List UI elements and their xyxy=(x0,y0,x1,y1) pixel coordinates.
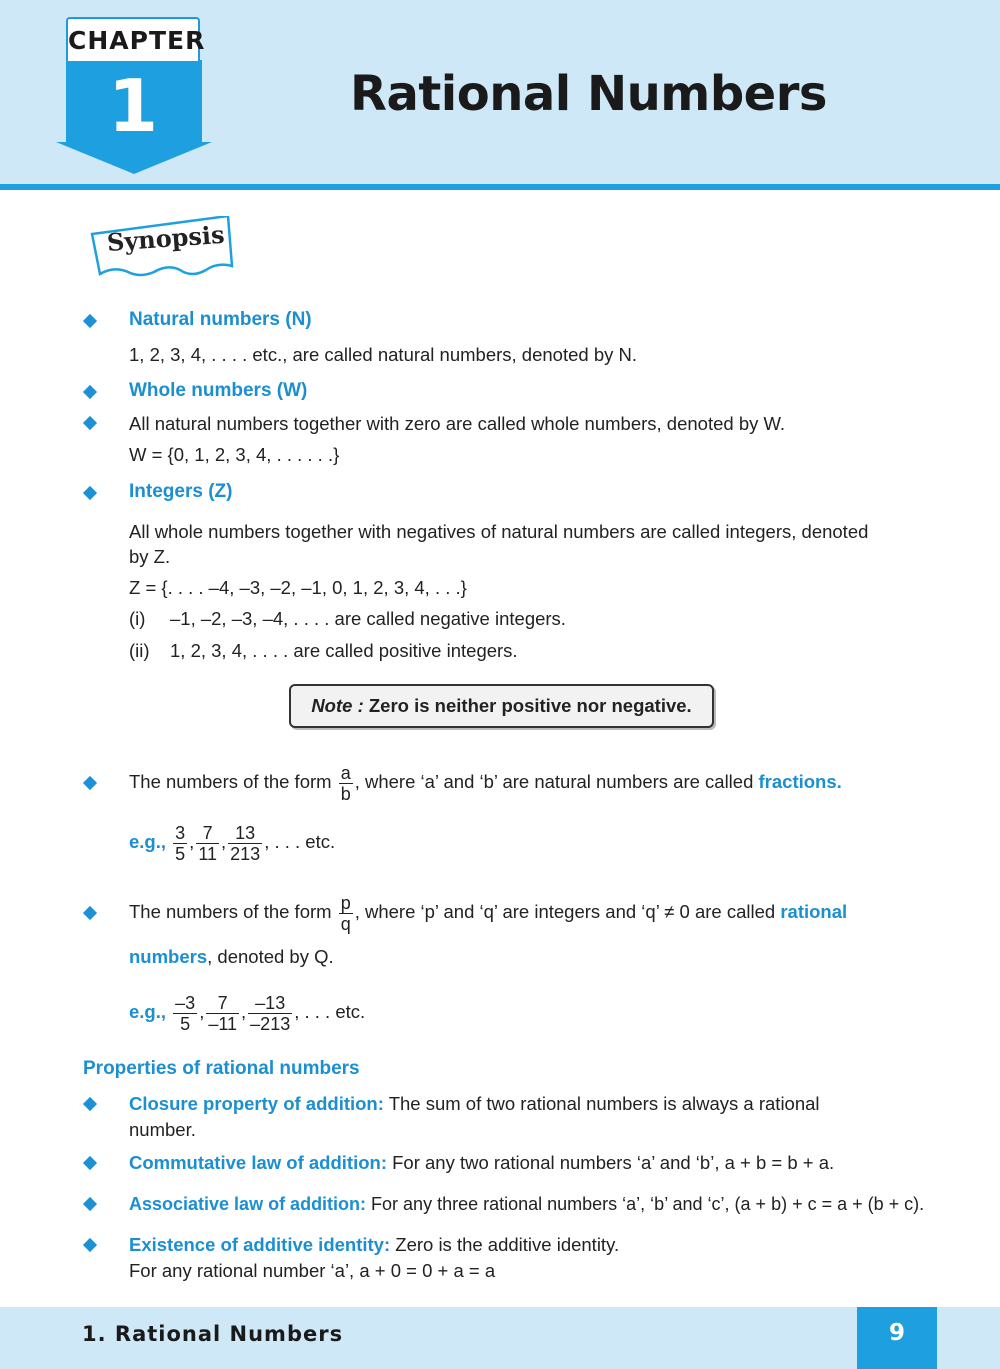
fraction-denominator: q xyxy=(340,913,351,934)
integers-set: Z = {. . . . –4, –3, –2, –1, 0, 1, 2, 3, 4, . . .} xyxy=(129,577,467,598)
rationals-term-continued: numbers xyxy=(129,946,208,967)
rationals-examples: e.g., $\frac{-3}{5}$ , $\frac{7}{-11}$ , $\frac{-13}{-213}$ , . . . etc. xyxy=(129,992,366,1034)
rationals-term: rational xyxy=(780,901,848,922)
whole-numbers-heading: Whole numbers (W) xyxy=(129,380,308,401)
list-index: (ii) xyxy=(129,640,150,661)
fraction-denominator: –213 xyxy=(250,1013,291,1034)
fractions-rest: , where ‘a’ and ‘b’ are natural numbers are called xyxy=(354,771,754,792)
fraction-numerator: –3 xyxy=(175,992,196,1013)
positive-integers-text: 1, 2, 3, 4, . . . . are called positive integers. xyxy=(170,640,518,661)
negative-integers-text: –1, –2, –3, –4, . . . . are called negative integers. xyxy=(170,608,566,629)
eg-label: e.g., xyxy=(129,831,167,852)
note-text: Zero is neither positive nor negative. xyxy=(368,695,692,716)
fractions-definition xyxy=(129,760,842,804)
rationals-definition xyxy=(129,890,847,934)
synopsis-label: Synopsis xyxy=(106,219,226,257)
etc-text: , . . . etc. xyxy=(294,1001,366,1022)
identity-term: Existence of additive identity: xyxy=(129,1234,391,1255)
bullet-icon xyxy=(83,1197,97,1211)
natural-numbers-text: 1, 2, 3, 4, . . . . etc., are called natural numbers, denoted by N. xyxy=(129,344,638,365)
identity-text-continued: For any rational number ‘a’, a + 0 = 0 + a = a xyxy=(129,1260,496,1281)
associative-text: For any three rational numbers ‘a’, ‘b’ and ‘c’, (a + b) + c = a + (b + c). xyxy=(366,1194,925,1214)
bullet-icon xyxy=(83,1156,97,1170)
bullet-icon xyxy=(83,906,97,920)
note-box xyxy=(289,684,714,728)
fraction-denominator: 5 xyxy=(180,1013,191,1034)
fraction-denominator: 11 xyxy=(198,843,217,864)
fraction-p-over-q xyxy=(339,893,353,934)
page-number: 9 xyxy=(888,1320,905,1346)
fractions-intro: The numbers of the form xyxy=(129,771,332,792)
bullet-icon xyxy=(83,1097,97,1111)
fractions-examples: e.g., $\frac{3}{5}$ , $\frac{7}{11}$ , $\frac{13}{213}$ , . . . etc. xyxy=(129,822,336,864)
bullet-icon xyxy=(83,486,97,500)
page-title: Rational Numbers xyxy=(350,66,827,122)
eg-label: e.g., xyxy=(129,1001,167,1022)
integers-text-continued: by Z. xyxy=(129,546,171,567)
chapter-number: 1 xyxy=(107,64,159,148)
chapter-label: CHAPTER xyxy=(66,17,200,61)
fraction-numerator: –13 xyxy=(248,993,292,1014)
fraction-denominator: 5 xyxy=(175,843,186,864)
closure-property xyxy=(129,1091,820,1117)
fraction-numerator: 13 xyxy=(228,823,262,844)
fraction-denominator: b xyxy=(340,783,351,804)
list-index: (i) xyxy=(129,608,146,629)
rationals-rest-continued: , denoted by Q. xyxy=(207,946,334,967)
example-fraction xyxy=(206,993,239,1034)
fraction-numerator: a xyxy=(340,762,351,783)
integers-heading: Integers (Z) xyxy=(129,481,233,502)
header-divider xyxy=(0,184,1000,190)
bullet-icon xyxy=(83,416,97,430)
commutative-law xyxy=(129,1150,834,1176)
rationals-intro: The numbers of the form xyxy=(129,901,332,922)
footer-chapter-title: 1. Rational Numbers xyxy=(82,1322,344,1346)
integers-text: All whole numbers together with negatives of natural numbers are called integers, denoted xyxy=(129,521,869,542)
example-fraction xyxy=(196,823,219,864)
fraction-numerator: 7 xyxy=(196,823,219,844)
bullet-icon xyxy=(83,314,97,328)
example-fraction xyxy=(248,993,292,1034)
whole-numbers-text: All natural numbers together with zero are called whole numbers, denoted by W. xyxy=(129,413,786,434)
rationals-rest: , where ‘p’ and ‘q’ are integers and ‘q’ ≠ 0 are called xyxy=(354,901,776,922)
fraction-numerator: 7 xyxy=(206,993,239,1014)
commutative-term: Commutative law of addition: xyxy=(129,1152,387,1173)
properties-heading: Properties of rational numbers xyxy=(83,1058,360,1079)
closure-text: The sum of two rational numbers is always a rational xyxy=(383,1093,820,1114)
associative-law xyxy=(129,1191,924,1217)
associative-term: Associative law of addition: xyxy=(129,1194,367,1214)
commutative-text: For any two rational numbers ‘a’ and ‘b’, a + b = b + a. xyxy=(386,1152,835,1173)
bullet-icon xyxy=(83,385,97,399)
fraction-a-over-b xyxy=(339,763,353,804)
bullet-icon xyxy=(83,1238,97,1252)
fraction-numerator: p xyxy=(340,892,351,913)
fraction-denominator: 213 xyxy=(230,843,261,864)
fractions-term: fractions. xyxy=(758,771,842,792)
bullet-icon xyxy=(83,776,97,790)
rationals-definition-continued xyxy=(129,944,334,970)
additive-identity xyxy=(129,1232,619,1258)
closure-term: Closure property of addition: xyxy=(129,1093,384,1114)
example-fraction xyxy=(228,823,262,864)
etc-text: , . . . etc. xyxy=(264,831,336,852)
natural-numbers-heading: Natural numbers (N) xyxy=(129,309,312,330)
example-fraction xyxy=(173,823,187,864)
fraction-denominator: –11 xyxy=(208,1013,238,1034)
example-fraction xyxy=(173,993,197,1034)
whole-numbers-set: W = {0, 1, 2, 3, 4, . . . . . .} xyxy=(129,444,340,465)
identity-text: Zero is the additive identity. xyxy=(390,1234,620,1255)
closure-text-continued: number. xyxy=(129,1119,196,1140)
note-label: Note : xyxy=(311,695,364,716)
fraction-numerator: 3 xyxy=(175,822,186,843)
